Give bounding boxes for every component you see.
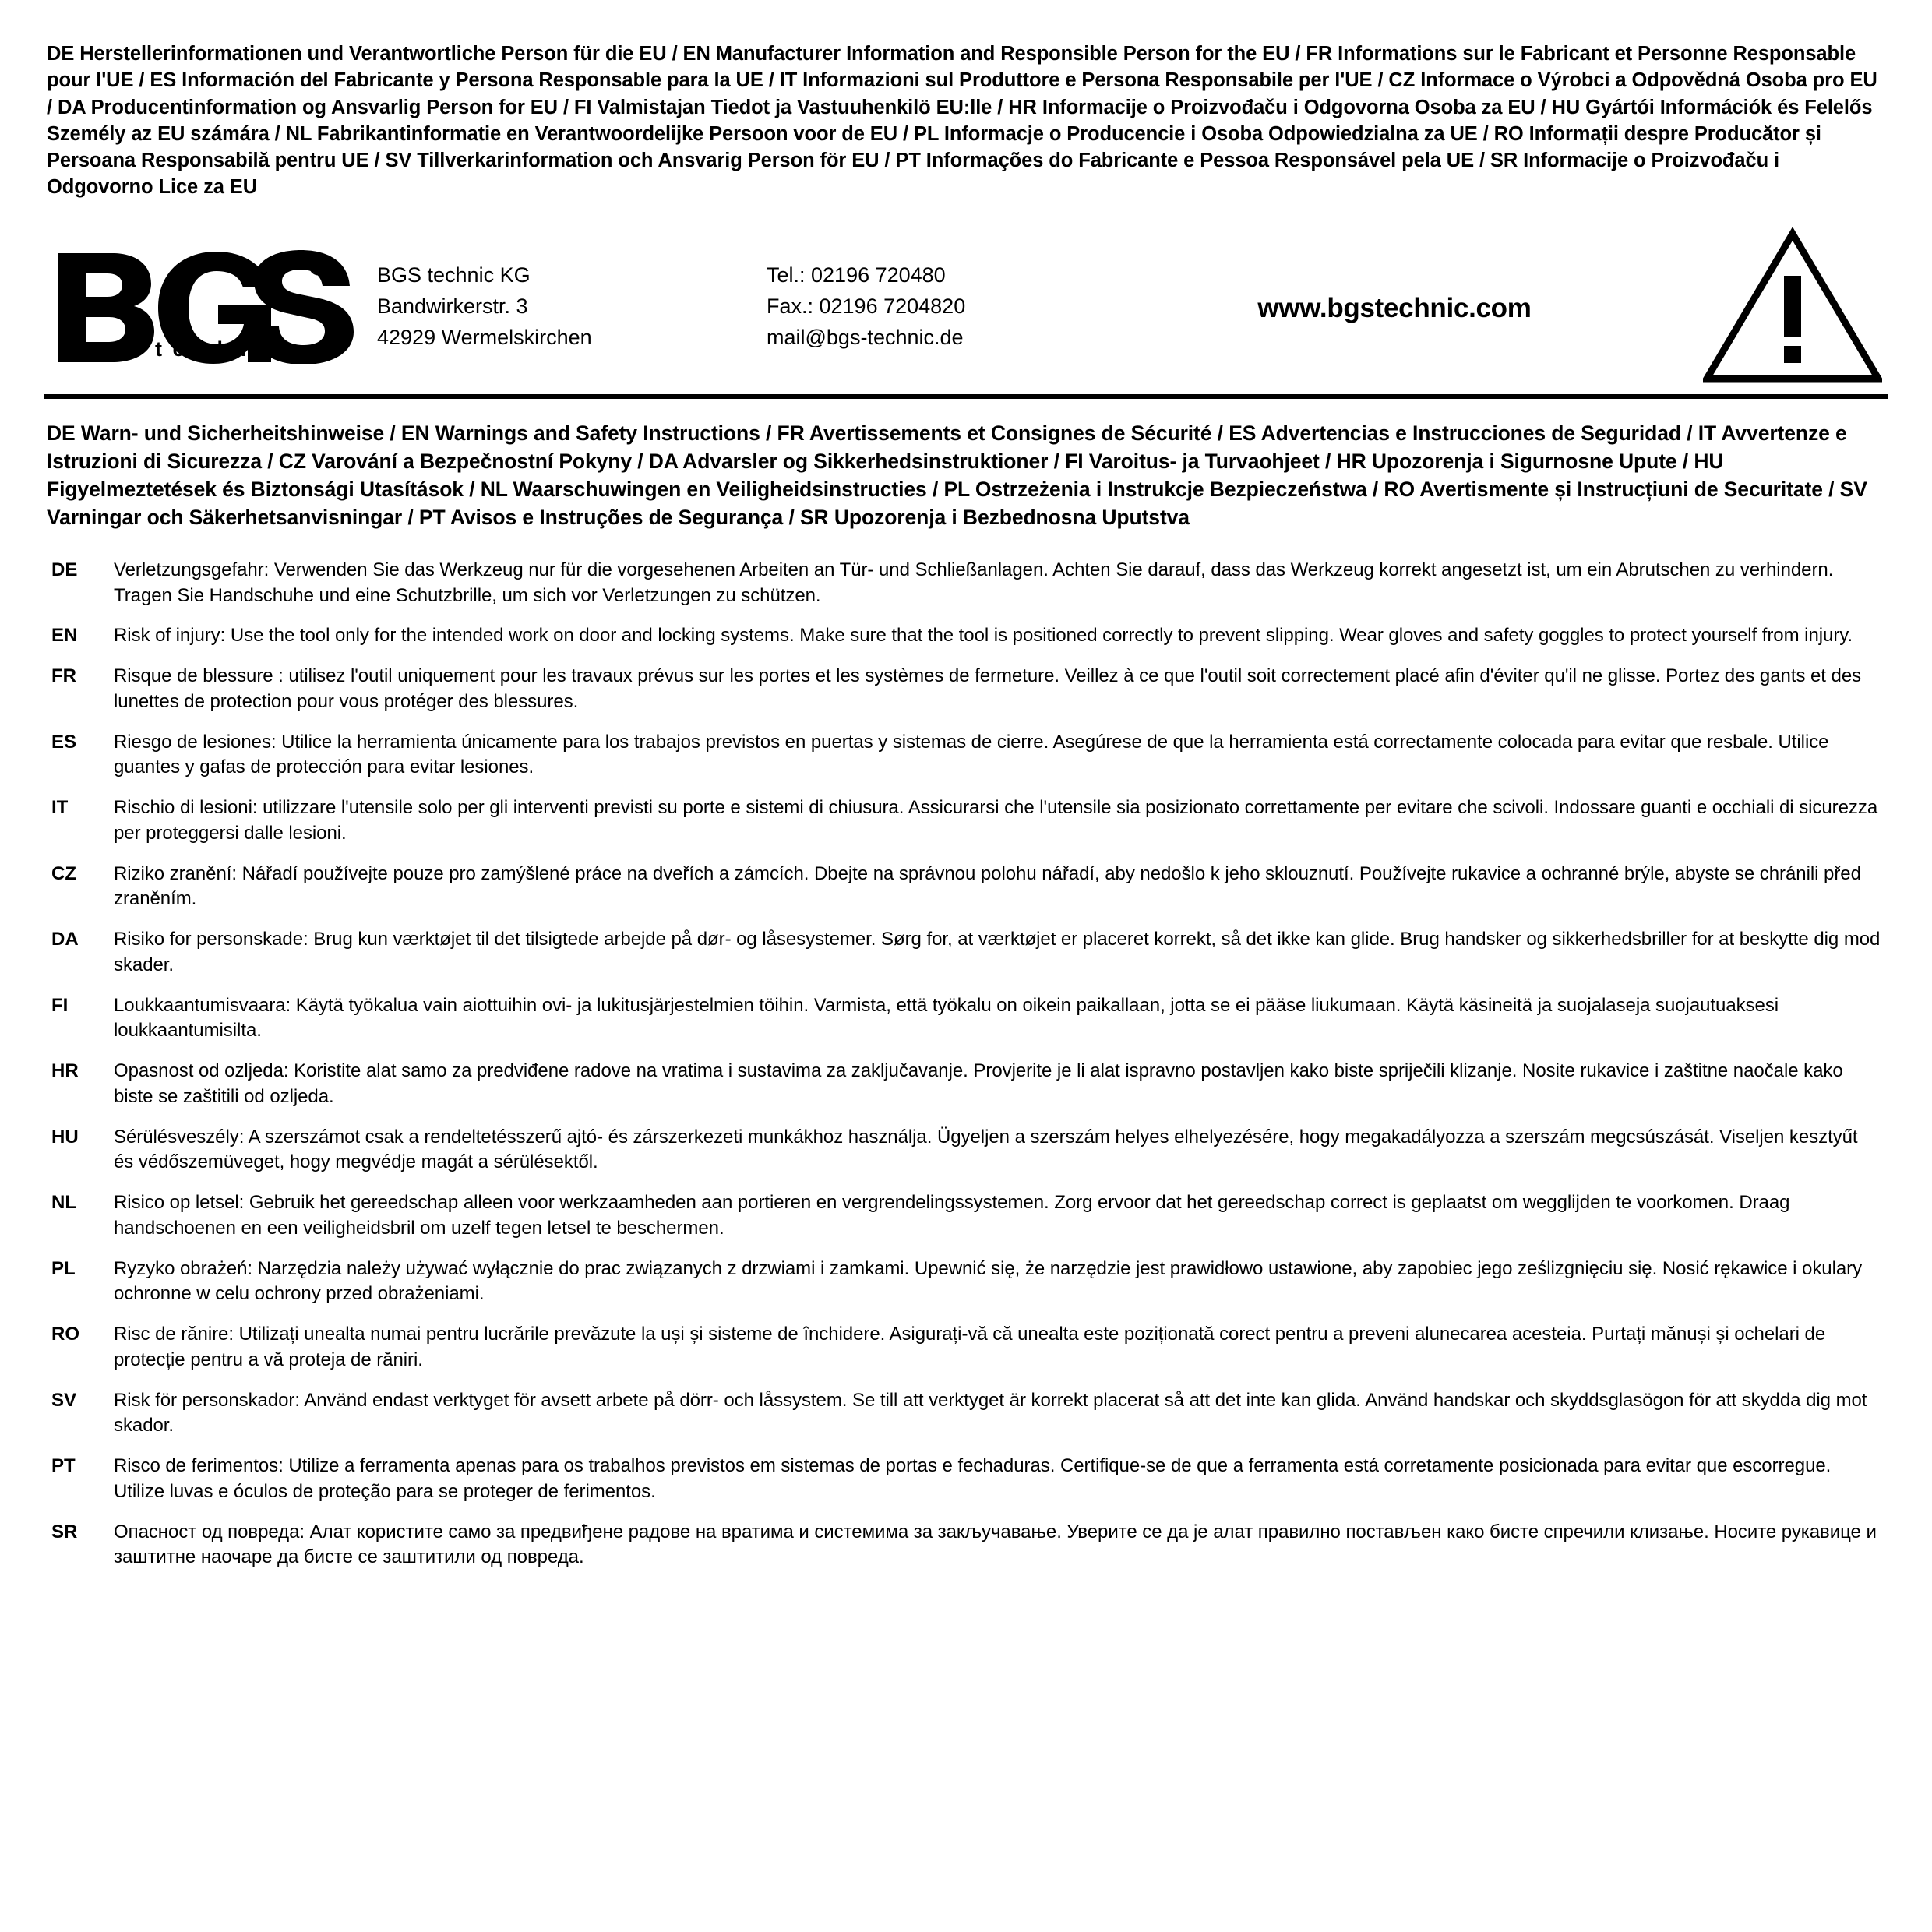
language-code: SV: [51, 1389, 77, 1411]
language-code: PT: [51, 1455, 76, 1477]
bgs-logo-svg: [50, 247, 361, 364]
warning-triangle-icon: [1687, 227, 1887, 383]
language-text: Risiko for personskade: Brug kun værktøjet til det tilsigtede arbejde på dør- og låsesystemer. Sørg for, at værktøjet er placeret korrekt, så det ikke kan glide. Brug handsker og sikkerhedsbriller for at beskytte dig mod skader.: [114, 929, 1881, 975]
company-city: 42929 Wermelskirchen: [377, 325, 592, 349]
language-code: CZ: [51, 862, 76, 884]
list-item: [47, 558, 1881, 609]
language-code: DA: [51, 929, 79, 950]
company-fax: Fax.: 02196 7204820: [767, 294, 966, 318]
warnings-safety-heading: DE Warn- und Sicherheitshinweise / EN Warnings and Safety Instructions / FR Avertissements et Consignes de Sécurité / ES Advertencias e Instrucciones de Seguridad / IT Avvertenze e Istruzioni di Sicurezza / CZ Varování a Bezpečnostní Pokyny / DA Advarsler og Sikkerhedsinstruktioner / FI Varoitus- ja Turvaohjeet / HR Upozorenja i Sigurnosne Upute / HU Figyelmeztetések és Biztonsági Utasítások / NL Waarschuwingen en Veiligheidsinstructies / PL Ostrzeżenia i Instrukcje Bezpieczeństwa / RO Avertismente și Instrucțiuni de Securitate / SV Varningar och Säkerhetsanvisningar / PT Avisos e Instruções de Segurança / SR Upozorenja i Bezbednosna Uputstva: [47, 421, 1867, 529]
safety-instructions-list: [44, 558, 1888, 1571]
language-code: FR: [51, 665, 76, 687]
language-text: Risico op letsel: Gebruik het gereedschap alleen voor werkzaamheden aan portieren en vergrendelingssystemen. Zorg ervoor dat het gereedschap correct is geplaatst om wegglijden te voorkomen. Draag handschoenen en een veiligheidsbril om uzelf tegen letsel te beschermen.: [114, 1192, 1790, 1239]
language-text: Riziko zranění: Nářadí používejte pouze pro zamýšlené práce na dveřích a zámcích. Dbejte na správnou polohu nářadí, aby nedošlo k jeho sklouznutí. Používejte rukavice a ochranné brýle, abyste se chránili před zraněním.: [114, 862, 1861, 910]
list-item: [47, 623, 1881, 649]
list-item: [47, 795, 1881, 847]
company-street: Bandwirkerstr. 3: [377, 294, 528, 318]
language-text: Riesgo de lesiones: Utilice la herramienta únicamente para los trabajos previstos en puertas y sistemas de cierre. Asegúrese de que la herramienta está correctamente colocada para evitar que resbale. Utilice guantes y gafas de protección para evitar lesiones.: [114, 731, 1829, 778]
language-text: Опасност од повреда: Алат користите само за предвиђене радове на вратима и системима за закључавање. Уверите се да је алат правилно постављен како бисте спречили клизање. Носите рукавице и заштитне наочаре да бисте се заштитили од повреда.: [114, 1521, 1877, 1568]
language-code: DE: [51, 559, 78, 580]
list-item: [47, 993, 1881, 1045]
list-item: [47, 730, 1881, 781]
language-code: FI: [51, 994, 69, 1016]
company-email[interactable]: mail@bgs-technic.de: [767, 325, 964, 349]
language-text: Opasnost od ozljeda: Koristite alat samo za predviđene radove na vratima i sustavima za zaključavanje. Provjerite je li alat ispravno postavljen kako biste spriječili klizanje. Nosite rukavice i zaštitne naočale kako biste se zaštitili od ozljeda.: [114, 1060, 1843, 1107]
list-item: [47, 664, 1881, 715]
svg-text:®: ®: [308, 251, 329, 281]
company-telephone: Tel.: 02196 720480: [767, 263, 946, 287]
company-name: BGS technic KG: [377, 263, 531, 287]
company-address: [377, 257, 767, 353]
list-item: [47, 1322, 1881, 1373]
language-code: PL: [51, 1257, 76, 1279]
company-website[interactable]: www.bgstechnic.com: [1257, 292, 1532, 323]
manufacturer-information-heading: DE Herstellerinformationen und Verantwortliche Person für die EU / EN Manufacturer Information and Responsible Person for the EU / FR Informations sur le Fabricant et Personne Responsable pour l'UE / ES Información del Fabricante y Persona Responsable para la UE / IT Informazioni sul Produttore e Persona Responsabile per l'UE / CZ Informace o Výrobci a Odpovědná Osoba pro EU / DA Producentinformation og Ansvarlig Person for EU / FI Valmistajan Tiedot ja Vastuuhenkilö EU:lle / HR Informacije o Proizvođaču i Odgovorna Osoba za EU / HU Gyártói Információk és Felelős Személy az EU számára / NL Fabrikantinformatie en Verantwoordelijke Persoon voor de EU / PL Informacje o Producencie i Osoba Odpowiedzialna za UE / RO Informații despre Producător și Persoana Responsabilă pentru UE / SV Tillverkarinformation och Ansvarig Person för EU / PT Informações do Fabricante e Pessoa Responsável pela UE / SR Informacije o Proizvođaču i Odgovorno Lice za EU: [47, 43, 1877, 199]
list-item: [47, 1059, 1881, 1110]
bgs-logo: [45, 247, 377, 364]
language-text: Sérülésveszély: A szerszámot csak a rendeltetésszerű ajtó- és zárszerkezeti munkákhoz használja. Ügyeljen a szerszám helyes elhelyezésére, hogy megakadályozza a szerszám megcsúszását. Viseljen kesztyűt és védőszemüveget, hogy megvédje magát a sérülésektől.: [114, 1126, 1858, 1173]
language-code: IT: [51, 797, 69, 819]
language-code: EN: [51, 625, 78, 647]
language-code: HR: [51, 1060, 79, 1082]
list-item: [47, 1388, 1881, 1440]
list-item: [47, 1520, 1881, 1571]
company-contact-block: [44, 223, 1888, 399]
language-code: RO: [51, 1324, 79, 1345]
svg-text:t e c h n i c: t e c h n i c: [155, 337, 294, 361]
warning-triangle-svg: [1703, 227, 1882, 383]
list-item: [47, 1454, 1881, 1505]
language-text: Risco de ferimentos: Utilize a ferramenta apenas para os trabalhos previstos em sistemas de portas e fechaduras. Certifique-se de que a ferramenta está corretamente posicionada para evitar que escorregue. Utilize luvas e óculos de proteção para se proteger de ferimentos.: [114, 1455, 1832, 1502]
language-text: Ryzyko obrażeń: Narzędzia należy używać wyłącznie do prac związanych z drzwiami i zamkami. Upewnić się, że narzędzie jest prawidłowo ustawione, aby zapobiec jego ześlizgnięciu się. Nosić rękawice i okulary ochronne w celu ochrony przed obrażeniami.: [114, 1257, 1863, 1305]
list-item: [47, 927, 1881, 978]
language-code: HU: [51, 1126, 79, 1148]
language-text: Rischio di lesioni: utilizzare l'utensile solo per gli interventi previsti su porte e sistemi di chiusura. Assicurarsi che l'utensile sia posizionato correttamente per evitare che scivoli. Indossare guanti e occhiali di sicurezza per proteggersi dalle lesioni.: [114, 797, 1878, 844]
language-text: Risk of injury: Use the tool only for the intended work on door and locking systems. Make sure that the tool is positioned correctly to prevent slipping. Wear gloves and safety goggles to protect yourself from injury.: [114, 625, 1853, 647]
language-text: Risc de rănire: Utilizați unealta numai pentru lucrările prevăzute la uși și sisteme de închidere. Asigurați-vă că unealta este poziționată corect pentru a preveni alunecarea acesteia. Purtați mănuși și ochelari de protecție pentru a vă proteja de răniri.: [114, 1324, 1826, 1370]
language-code: SR: [51, 1521, 78, 1542]
list-item: [47, 862, 1881, 913]
list-item: [47, 1190, 1881, 1242]
list-item: [47, 1257, 1881, 1308]
language-code: NL: [51, 1192, 76, 1214]
company-contact: [767, 257, 1102, 353]
list-item: [47, 1125, 1881, 1176]
language-text: Loukkaantumisvaara: Käytä työkalua vain aiottuihin ovi- ja lukitusjärjestelmien töihin. Varmista, että työkalu on oikein paikallaan, jotta se ei pääse liukumaan. Käytä käsineitä ja suojalaseja suojautuaksesi loukkaantumisilta.: [114, 994, 1779, 1042]
language-text: Verletzungsgefahr: Verwenden Sie das Werkzeug nur für die vorgesehenen Arbeiten an Tür- und Schließanlagen. Achten Sie darauf, dass das Werkzeug korrekt angesetzt ist, um ein Abrutschen zu verhindern. Tragen Sie Handschuhe und eine Schutzbrille, um sich vor Verletzungen zu schützen.: [114, 559, 1834, 606]
language-code: ES: [51, 731, 77, 753]
language-text: Risque de blessure : utilisez l'outil uniquement pour les travaux prévus sur les portes et les systèmes de fermeture. Veillez à ce que l'outil soit correctement placé afin d'éviter qu'il ne glisse. Portez des gants et des lunettes de protection pour vous protéger des blessures.: [114, 665, 1862, 712]
language-text: Risk för personskador: Använd endast verktyget för avsett arbete på dörr- och låssystem. Se till att verktyget är korrekt placerat så att det inte kan glida. Använd handskar och skyddsglasögon för att skydda dig mot skador.: [114, 1389, 1867, 1437]
